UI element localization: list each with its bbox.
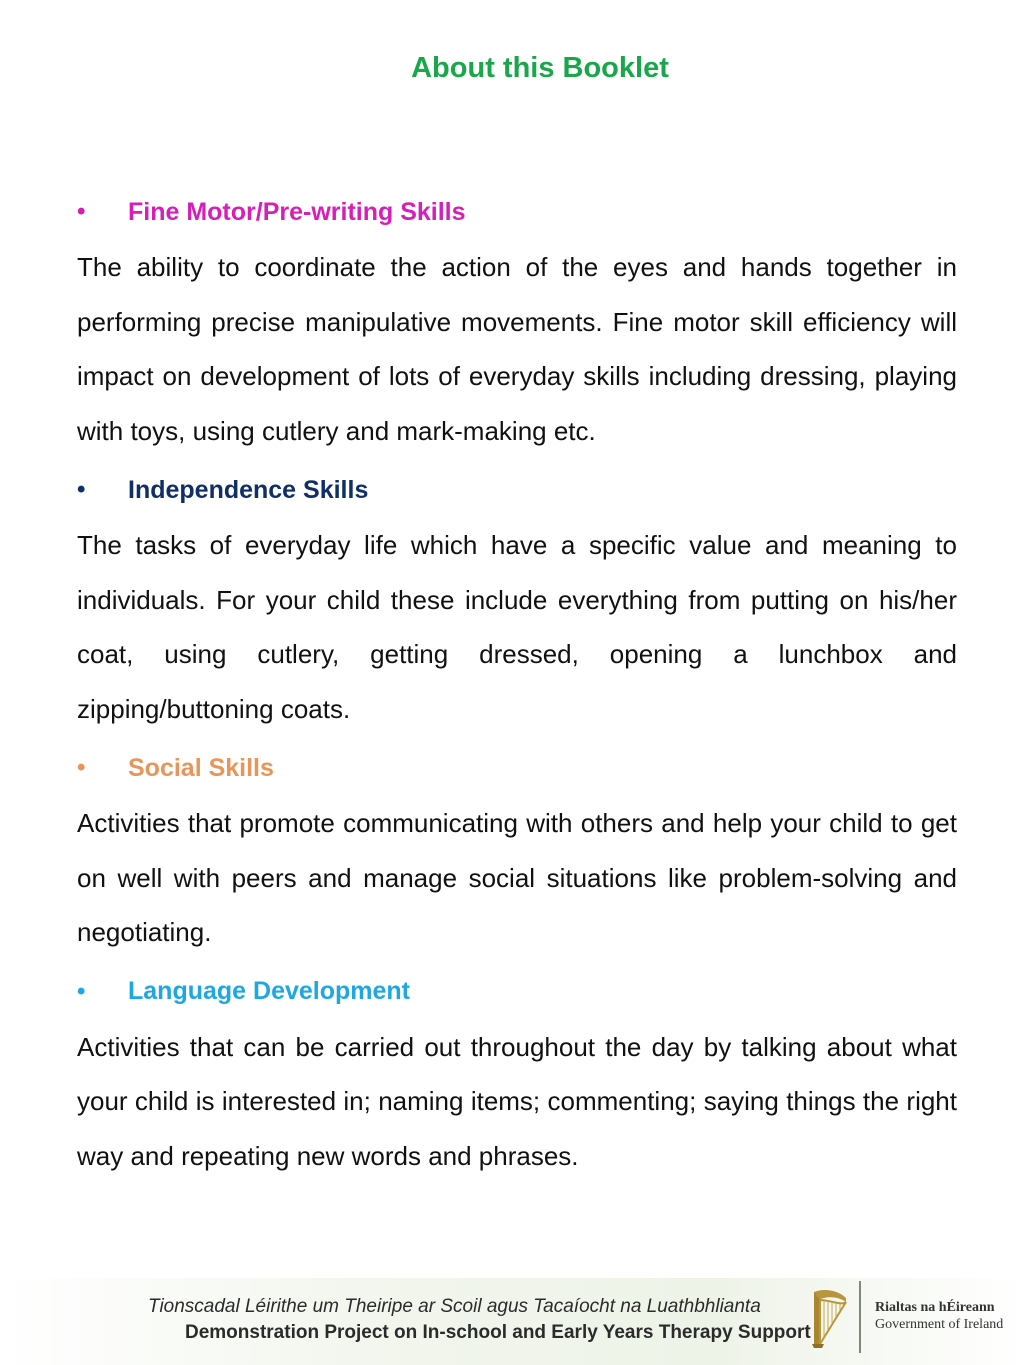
gov-divider (859, 1281, 861, 1353)
section-body: The ability to coordinate the action of the eyes and hands together in performing precise manipulative movements. Fine motor skill efficiency will impact on development of lots of everyday skills including dressing, playing with toys, using cutlery and mark-making etc. (77, 252, 957, 446)
bullet-icon: • (77, 198, 86, 225)
section-fine-motor (77, 190, 957, 458)
section-heading-text: Fine Motor/Pre-writing Skills (128, 197, 466, 226)
section-body: Activities that promote communicating with others and help your child to get on well with peers and manage social situations like problem-solving and negotiating. (77, 808, 957, 947)
section-independence (77, 468, 957, 736)
bullet-icon: • (77, 977, 86, 1005)
footer-english-title: Demonstration Project on In-school and Early Years Therapy Support (185, 1322, 811, 1343)
section-heading-text: Independence Skills (128, 475, 369, 504)
footer-irish-title: Tionscadal Léirithe um Theiripe ar Scoil agus Tacaíocht na Luathbhlianta (148, 1296, 761, 1317)
page-title: About this Booklet (411, 52, 669, 84)
section-heading-text: Social Skills (128, 753, 274, 782)
bullet-icon: • (77, 754, 86, 781)
section-heading (77, 468, 957, 512)
booklet-content (77, 190, 957, 1193)
section-body: Activities that can be carried out throughout the day by talking about what your child is interested in; naming items; commenting; saying things the right way and repeating new words and phrases. (77, 1031, 957, 1171)
gov-name-irish: Rialtas na hÉireann (875, 1300, 995, 1315)
section-heading (77, 970, 957, 1014)
bullet-icon: • (77, 476, 86, 503)
section-body: The tasks of everyday life which have a specific value and meaning to individuals. For your child these include everything from putting on his/her coat, using cutlery, getting dressed, opening a lunchbox and zipping/buttoning coats. (77, 530, 957, 724)
section-social (77, 746, 957, 960)
gov-name-english: Government of Ireland (875, 1317, 1004, 1332)
section-heading-text: Language Development (128, 977, 410, 1005)
section-heading (77, 746, 957, 790)
section-language (77, 970, 957, 1184)
section-heading (77, 190, 957, 234)
harp-icon (806, 1286, 852, 1350)
